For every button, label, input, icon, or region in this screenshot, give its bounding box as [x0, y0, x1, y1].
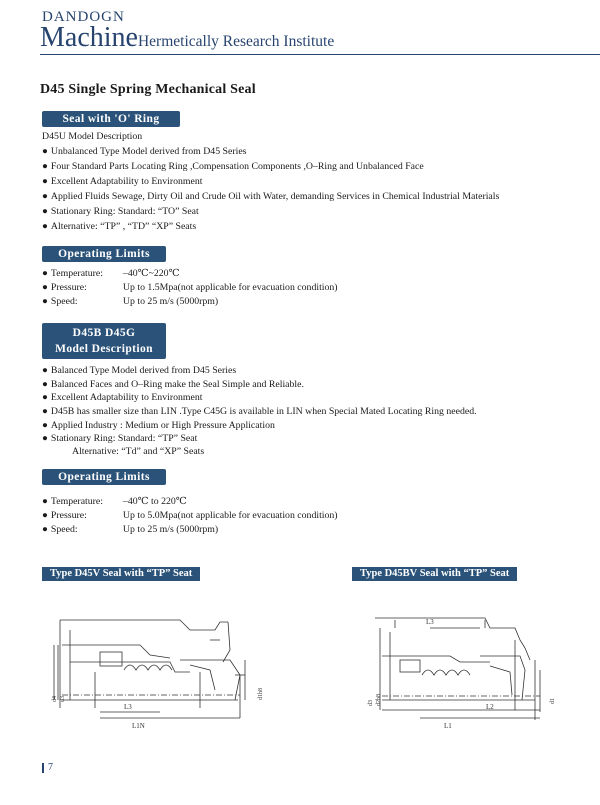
bullet-icon: ● [42, 146, 48, 157]
label-l3: L3 [426, 618, 434, 626]
bullet-icon: ● [42, 379, 48, 390]
limit-row: ● Speed: Up to 25 m/s (5000rpm) [42, 524, 219, 535]
list-item: ● Applied Industry : Medium or High Pressure Application [42, 420, 275, 431]
seal-drawing-right [340, 600, 570, 750]
label-l1n: L1N [132, 722, 145, 730]
limit-row: ● Temperature: –40℃ to 220℃ [42, 496, 187, 507]
section-badge-o-ring: Seal with 'O' Ring [42, 111, 180, 127]
bullet-icon: ● [42, 296, 48, 307]
bullet-icon: ● [42, 392, 48, 403]
bullet-icon: ● [42, 433, 48, 444]
brand-top-text: DANDOGN [42, 9, 125, 25]
figure-caption-left: Type D45V Seal with “TP” Seat [42, 567, 200, 581]
page-number: 7 [42, 762, 53, 773]
header-rule [40, 54, 600, 55]
bullet-icon: ● [42, 191, 48, 202]
list-item: ● Balanced Faces and O–Ring make the Seal Simple and Reliable. [42, 379, 304, 390]
bullet-icon: ● [42, 420, 48, 431]
list-item: ● D45B has smaller size than LIN .Type C45G is available in LIN when Special Mated Locating Ring needed. [42, 406, 477, 417]
list-item: ● Applied Fluids Sewage, Dirty Oil and Crude Oil with Water, demanding Services in Chemical Industrial Materials [42, 191, 500, 202]
list-item: ● Excellent Adaptability to Environment [42, 392, 203, 403]
limit-row: ● Speed: Up to 25 m/s (5000rpm) [42, 296, 219, 307]
page-title: D45 Single Spring Mechanical Seal [40, 82, 256, 97]
list-item: ● Four Standard Parts Locating Ring ,Compensation Components ,O–Ring and Unbalanced Face [42, 161, 424, 172]
list-item: ● Balanced Type Model derived from D45 Series [42, 365, 237, 376]
limit-row: ● Pressure: Up to 5.0Mpa(not applicable for evacuation condition) [42, 510, 338, 521]
limit-row: ● Pressure: Up to 1.5Mpa(not applicable for evacuation condition) [42, 282, 338, 293]
brand-main-word: Machine [40, 22, 138, 53]
brand-title [40, 24, 334, 56]
label-d3: d3 [60, 696, 66, 702]
label-d3: d3 [368, 700, 374, 706]
bullet-icon: ● [42, 524, 48, 535]
bullet-icon: ● [42, 282, 48, 293]
badge-line-2: Model Description [55, 343, 153, 355]
list-item: ● Stationary Ring: Standard: “TP” Seat [42, 433, 198, 444]
bullet-icon: ● [42, 510, 48, 521]
list-item: ● Alternative: “TP” , “TD” “XP” Seats [42, 221, 197, 232]
label-d1: d1h8 [258, 688, 264, 700]
operating-limits-badge: Operating Limits [42, 469, 166, 485]
figure-caption-right: Type D45BV Seal with “TP” Seat [352, 567, 517, 581]
label-l3: L3 [124, 703, 132, 711]
bullet-icon: ● [42, 176, 48, 187]
list-item: ● Unbalanced Type Model derived from D45 Series [42, 146, 247, 157]
operating-limits-badge: Operating Limits [42, 246, 166, 262]
bullet-icon: ● [42, 365, 48, 376]
bullet-icon: ● [42, 206, 48, 217]
bullet-icon: ● [42, 406, 48, 417]
model-description-line: D45U Model Description [42, 131, 143, 142]
list-item: ● Stationary Ring: Standard: “TO” Seat [42, 206, 199, 217]
bullet-icon: ● [42, 268, 48, 279]
label-d1: d1 [550, 698, 556, 704]
alternative-seats-line: Alternative: “Td” and “XP” Seats [72, 446, 205, 457]
label-d4: d4 [52, 696, 58, 702]
label-d2: d2h8 [376, 694, 382, 706]
limit-row: ● Temperature: –40℃~220℃ [42, 268, 180, 279]
list-item: ● Excellent Adaptability to Environment [42, 176, 203, 187]
label-l1: L1 [444, 722, 452, 730]
bullet-icon: ● [42, 221, 48, 232]
brand-subtitle: Hermetically Research Institute [137, 33, 335, 50]
model-description-badge [42, 323, 166, 359]
bullet-icon: ● [42, 496, 48, 507]
bullet-icon: ● [42, 161, 48, 172]
page-number-bar [42, 763, 44, 773]
label-l2: L2 [486, 703, 494, 711]
badge-line-1: D45B D45G [72, 327, 136, 339]
seal-drawing-left [40, 600, 270, 760]
